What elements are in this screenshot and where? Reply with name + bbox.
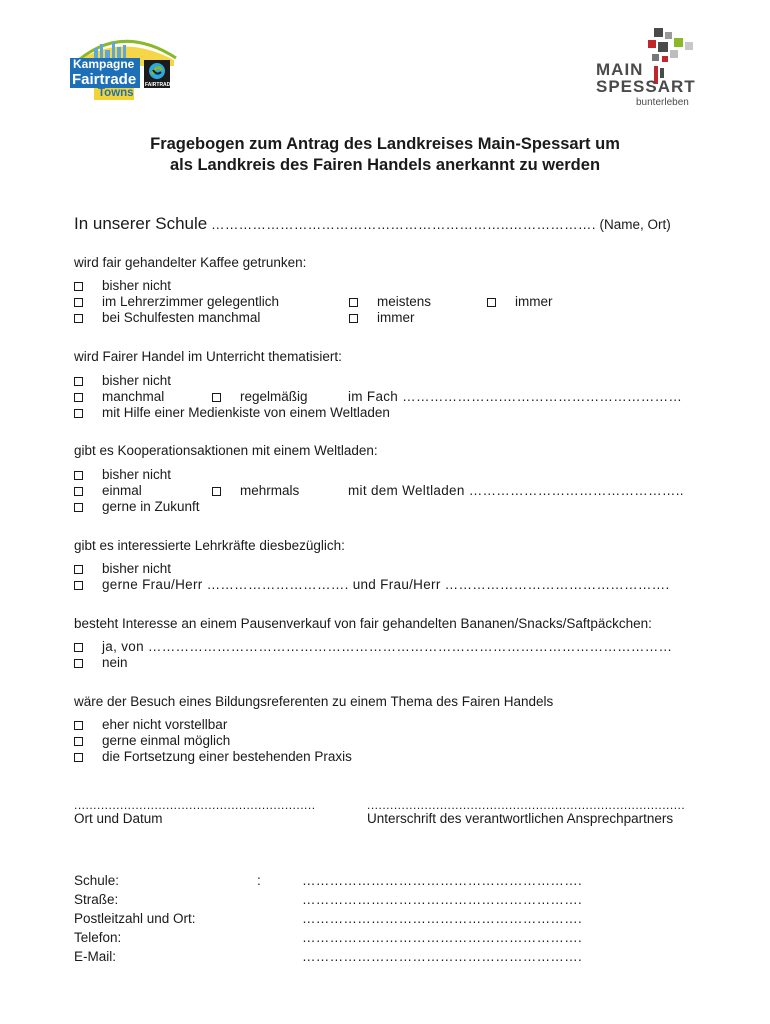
checkbox[interactable] [74,503,83,512]
logo-line-fairtrade: Fairtrade [72,71,137,88]
option-label: bisher nicht [102,467,172,482]
checkbox[interactable] [74,721,83,730]
page-title-line1: Fragebogen zum Antrag des Landkreises Main-Spessart um [150,135,620,153]
checkbox[interactable] [74,753,83,762]
q1-option-5[interactable] [349,310,415,326]
checkbox[interactable] [74,298,83,307]
q4-option-2[interactable] [74,577,670,593]
q4-option-1[interactable] [74,561,172,577]
option-label: im Lehrerzimmer gelegentlich [102,294,280,309]
option-label: regelmäßig [240,389,308,404]
option-label: gerne in Zukunft [102,499,200,514]
fairtrade-towns-logo [64,26,184,106]
logo-line-spessart: SPESSART [596,77,696,96]
contact-label-telefon: Telefon: [74,930,122,945]
option-label: meistens [377,294,432,309]
checkbox[interactable] [74,659,83,668]
school-name-field[interactable]: ………………………………………………………..………………. [211,217,596,232]
checkbox[interactable] [212,393,221,402]
q5-option-1[interactable] [74,639,673,655]
q2-option-2[interactable] [74,389,165,405]
checkbox[interactable] [74,581,83,590]
q3-option-3[interactable] [212,483,300,499]
q1-option-3[interactable] [74,310,261,326]
option-label: gerne Frau/Herr …………………………. und Frau/Herr …………………………………………. [102,577,670,592]
q3-option-1[interactable] [74,467,172,483]
option-label: eher nicht vorstellbar [102,717,228,732]
fairtrade-badge-label: FAIRTRADE [145,82,174,88]
option-label: gerne einmal möglich [102,733,231,748]
checkbox[interactable] [74,377,83,386]
q3-question: gibt es Kooperationsaktionen mit einem Weltladen: [74,443,378,458]
main-spessart-logo [592,26,702,112]
checkbox[interactable] [74,393,83,402]
contact-label-plz-ort: Postleitzahl und Ort: [74,911,196,926]
q2-option-3[interactable] [212,389,308,405]
q2-fach-field[interactable]: im Fach ………………….………………………………… [348,389,683,404]
option-label: bisher nicht [102,278,172,293]
date-field[interactable]: ............................................................... [74,798,316,812]
q1-option-2[interactable] [74,294,280,310]
q2-option-1[interactable] [74,373,172,389]
q6-option-1[interactable] [74,717,228,733]
option-label: bei Schulfesten manchmal [102,310,261,325]
contact-field-plz-ort[interactable]: ……………………………………………………. [302,911,583,926]
q3-weltladen-field[interactable]: mit dem Weltladen ……………………………………….. [348,483,684,498]
checkbox[interactable] [212,487,221,496]
school-suffix: (Name, Ort) [599,217,671,232]
signature-label: Unterschrift des verantwortlichen Ansprechpartners [367,811,674,826]
option-label: bisher nicht [102,561,172,576]
contact-colon: : [257,873,261,888]
contact-label-schule: Schule: [74,873,120,888]
q6-option-3[interactable] [74,749,352,765]
checkbox[interactable] [349,298,358,307]
checkbox[interactable] [487,298,496,307]
q6-question: wäre der Besuch eines Bildungsreferenten zu einem Thema des Fairen Handels [74,694,554,709]
option-label: bisher nicht [102,373,172,388]
logo-line-towns: Towns [98,87,134,99]
logo-line-kampagne: Kampagne [73,57,135,71]
contact-label-strasse: Straße: [74,892,119,907]
option-label: einmal [102,483,142,498]
checkbox[interactable] [74,471,83,480]
q1-option-1[interactable] [74,278,172,294]
q3-option-4[interactable] [74,499,200,515]
date-label: Ort und Datum [74,811,163,826]
option-label: die Fortsetzung einer bestehenden Praxis [102,749,352,764]
school-label: In unserer Schule [74,214,208,233]
page-title-line2: als Landkreis des Fairen Handels anerkannt zu werden [169,156,601,174]
q1-question: wird fair gehandelter Kaffee getrunken: [74,255,307,270]
contact-field-strasse[interactable]: ……………………………………………………. [302,892,583,907]
option-label: mehrmals [240,483,300,498]
option-label: ja, von …………………………………………………………………………………………………… [102,639,673,654]
checkbox[interactable] [74,409,83,418]
checkbox[interactable] [74,314,83,323]
q2-option-4[interactable] [74,405,390,421]
option-label: manchmal [102,389,165,404]
q3-option-2[interactable] [74,483,142,499]
contact-field-email[interactable]: ……………………………………………………. [302,949,583,964]
checkbox[interactable] [74,643,83,652]
q2-question: wird Fairer Handel im Unterricht thematisiert: [74,349,342,364]
contact-label-email: E-Mail: [74,949,117,964]
q1-option-6[interactable] [487,294,553,310]
option-label: mit Hilfe einer Medienkiste von einem Weltladen [102,405,390,420]
q5-option-2[interactable] [74,655,128,671]
option-label: nein [102,655,128,670]
checkbox[interactable] [74,565,83,574]
q4-question: gibt es interessierte Lehrkräfte diesbezüglich: [74,538,345,553]
checkbox[interactable] [74,282,83,291]
signature-field[interactable]: ................................................................................... [367,798,686,812]
contact-field-telefon[interactable]: ……………………………………………………. [302,930,583,945]
option-label: immer [377,310,415,325]
q1-option-4[interactable] [349,294,432,310]
school-line [74,214,671,234]
q6-option-2[interactable] [74,733,231,749]
contact-field-schule[interactable]: ……………………………………………………. [302,873,583,888]
q5-question: besteht Interesse an einem Pausenverkauf von fair gehandelten Bananen/Snacks/Saftpäckchen: [74,616,652,631]
option-label: immer [515,294,553,309]
logo-line-main: MAIN [596,60,644,79]
logo-tagline: bunterleben [636,97,689,108]
checkbox[interactable] [349,314,358,323]
checkbox[interactable] [74,487,83,496]
checkbox[interactable] [74,737,83,746]
